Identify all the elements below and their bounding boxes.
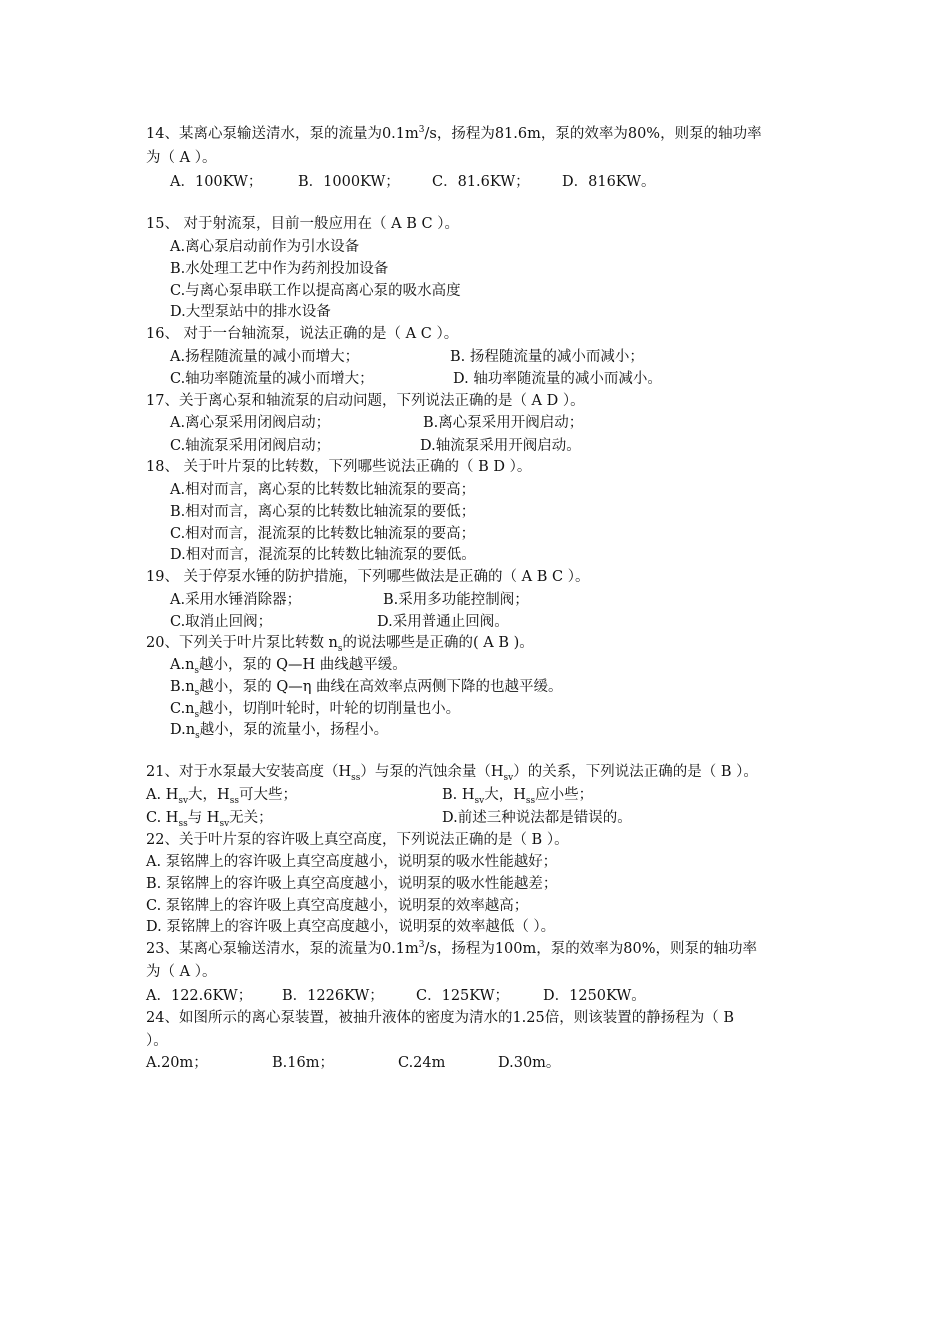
question-21-option-c: C. $H_{ss}$与 $H_{sv}$无关； xyxy=(146,810,273,829)
question-21-option-d: D.前述三种说法都是错误的。 xyxy=(442,810,632,826)
question-16-option-d: D. 轴功率随流量的减小而减小。 xyxy=(453,371,662,387)
question-17-title: 17、关于离心泵和轴流泵的启动问题，下列说法正确的是（ A D ）。 xyxy=(146,393,585,409)
question-23-option-c: C．125KW； xyxy=(416,988,509,1004)
question-23-option-b: B．1226KW； xyxy=(282,988,384,1004)
question-17-option-c: C.轴流泵采用闭阀启动； xyxy=(170,438,331,454)
question-19-option-d: D.采用普通止回阀。 xyxy=(377,614,509,630)
question-14-line-1: 14、某离心泵输送清水，泵的流量为$0.1m^3/s$，扬程为81.6m，泵的效率为80%，则泵的轴功率 xyxy=(146,125,762,142)
question-20-option-d: $D.n_s$越小，泵的流量小，扬程小。 xyxy=(170,722,389,741)
question-14-option-c: C．81.6KW； xyxy=(432,174,530,190)
question-17-option-d: D.轴流泵采用开阀启动。 xyxy=(420,438,581,454)
question-21-option-a: A. $H_{sv}$大，$H_{ss}$可大些； xyxy=(146,787,297,806)
question-16-title: 16、 对于一台轴流泵，说法正确的是（ A C ）。 xyxy=(146,326,459,342)
question-22-option-c: C. 泵铭牌上的容许吸上真空高度越小，说明泵的效率越高； xyxy=(146,898,529,914)
question-22-title: 22、关于叶片泵的容许吸上真空高度，下列说法正确的是（ B ）。 xyxy=(146,832,569,848)
question-16-option-b: B. 扬程随流量的减小而减小； xyxy=(450,349,644,365)
question-23-option-d: D．1250KW。 xyxy=(543,988,646,1004)
question-19-option-c: C.取消止回阀； xyxy=(170,614,273,630)
question-24-option-d: D.30m。 xyxy=(498,1055,561,1071)
question-20-option-c: $C.n_s$越小，切削叶轮时，叶轮的切削量也小。 xyxy=(170,701,461,720)
question-23-line-2: 为（ A ）。 xyxy=(146,964,217,980)
question-18-option-b: B.相对而言，离心泵的比转数比轴流泵的要低； xyxy=(170,504,476,520)
question-14-line-2: 为（ A ）。 xyxy=(146,150,217,166)
question-21-title: 21、对于水泵最大安装高度$(H_{ss})$与泵的汽蚀余量$(H_{sv})$的关系，下列说法正确的是（ B ）。 xyxy=(146,764,758,783)
question-15-option-d: D.大型泵站中的排水设备 xyxy=(170,304,331,320)
question-23-line-1: 23、某离心泵输送清水，泵的流量为$0.1m^3/s$，扬程为100m，泵的效率为80%，则泵的轴功率 xyxy=(146,940,757,957)
question-20-title: 20、下列关于叶片泵比转数 $n_s$的说法哪些是正确的( A B )。 xyxy=(146,635,534,654)
question-24-option-a: A.20m； xyxy=(146,1055,208,1071)
question-15-option-b: B.水处理工艺中作为药剂投加设备 xyxy=(170,261,389,277)
question-19-title: 19、 关于停泵水锤的防护措施，下列哪些做法是正确的（ A B C ）。 xyxy=(146,569,590,585)
question-14-option-a: A．100KW； xyxy=(170,174,263,190)
question-18-option-a: A.相对而言，离心泵的比转数比轴流泵的要高； xyxy=(170,482,476,498)
question-15-title: 15、 对于射流泵，目前一般应用在（ A B C ）。 xyxy=(146,216,459,232)
question-15-option-c: C.与离心泵串联工作以提高离心泵的吸水高度 xyxy=(170,283,461,299)
question-24-line-2: ）。 xyxy=(146,1033,168,1049)
question-24-option-b: B.16m； xyxy=(272,1055,334,1071)
question-24-option-c: C.24m xyxy=(398,1055,446,1071)
question-21-option-b: B. $H_{sv}$大，$H_{ss}$应小些； xyxy=(442,787,594,806)
question-16-option-c: C.轴功率随流量的减小而增大； xyxy=(170,371,374,387)
question-18-option-d: D.相对而言，混流泵的比转数比轴流泵的要低。 xyxy=(170,547,476,563)
question-18-title: 18、 关于叶片泵的比转数，下列哪些说法正确的（ B D ）。 xyxy=(146,459,532,475)
question-17-option-b: B.离心泵采用开阀启动； xyxy=(423,415,584,431)
question-20-option-a: $A.n_s$越小，泵的 Q—H 曲线越平缓。 xyxy=(170,657,407,676)
question-22-option-d: D. 泵铭牌上的容许吸上真空高度越小，说明泵的效率越低（ ）。 xyxy=(146,919,556,935)
question-22-option-b: B. 泵铭牌上的容许吸上真空高度越小，说明泵的吸水性能越差； xyxy=(146,876,558,892)
question-14-option-b: B．1000KW； xyxy=(298,174,400,190)
question-20-option-b: $B.n_s$越小，泵的 Q—η 曲线在高效率点两侧下降的也越平缓。 xyxy=(170,679,563,698)
question-16-option-a: A.扬程随流量的减小而增大； xyxy=(170,349,360,365)
question-19-option-a: A.采用水锤消除器； xyxy=(170,592,302,608)
question-18-option-c: C.相对而言，混流泵的比转数比轴流泵的要高； xyxy=(170,526,476,542)
question-23-option-a: A．122.6KW； xyxy=(146,988,253,1004)
question-24-line-1: 24、如图所示的离心泵装置，被抽升液体的密度为清水的1.25倍，则该装置的静扬程为（ B xyxy=(146,1010,734,1026)
question-19-option-b: B.采用多功能控制阀； xyxy=(383,592,529,608)
question-14-option-d: D．816KW。 xyxy=(562,174,656,190)
question-15-option-a: A.离心泵启动前作为引水设备 xyxy=(170,239,360,255)
question-17-option-a: A.离心泵采用闭阀启动； xyxy=(170,415,331,431)
question-22-option-a: A. 泵铭牌上的容许吸上真空高度越小，说明泵的吸水性能越好； xyxy=(146,854,558,870)
